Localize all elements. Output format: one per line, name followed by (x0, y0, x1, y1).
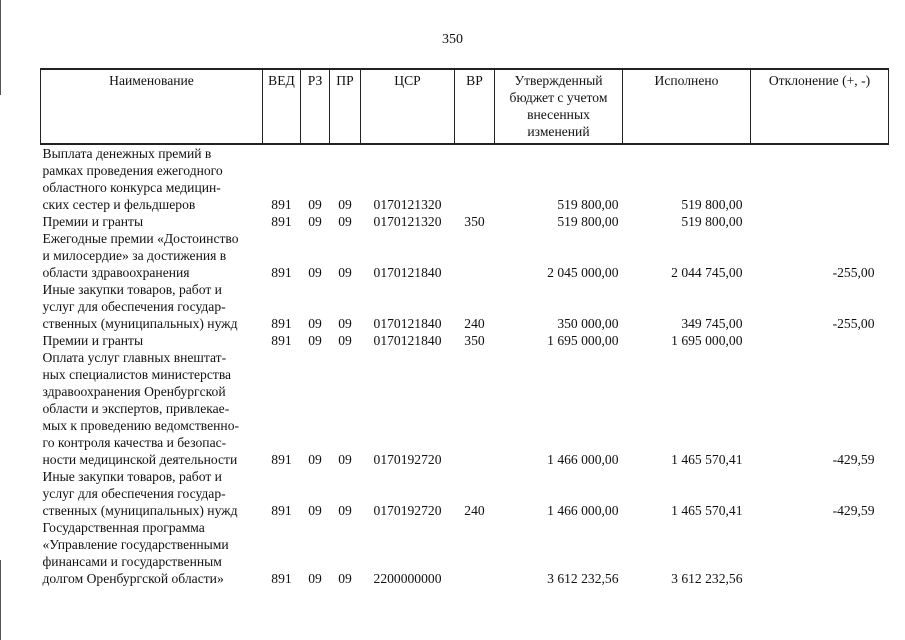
cell-rz: 09 (308, 316, 322, 331)
table-row (41, 281, 889, 332)
row-name-line: финансами и государственным (42, 554, 222, 569)
cell-executed: 1 465 570,41 (671, 503, 743, 518)
cell-executed: 519 800,00 (681, 214, 743, 229)
cell-rz: 09 (308, 333, 322, 348)
header-csr: ЦСР (361, 69, 455, 144)
cell-deviation: -255,00 (832, 316, 875, 331)
row-name (41, 332, 263, 349)
cell-pr: 09 (338, 503, 352, 518)
row-name-line: ственных (муниципальных) нужд (42, 503, 238, 518)
row-name-line: области здравоохранения (42, 265, 190, 280)
cell-ved: 891 (271, 452, 292, 467)
cell-executed: 349 745,00 (681, 316, 743, 331)
row-name (41, 144, 263, 213)
row-name-line: рамках проведения ежегодного (42, 163, 223, 178)
cell-csr: 0170192720 (373, 452, 442, 467)
table-row (41, 332, 889, 349)
row-name-line: «Управление государственными (42, 537, 229, 552)
cell-ved: 891 (271, 214, 292, 229)
page-number: 350 (442, 32, 463, 47)
cell-executed: 1 695 000,00 (671, 333, 743, 348)
row-name-line: ственных (муниципальных) нужд (42, 316, 238, 331)
header-budget: Утвержденный бюджет с учетом внесенных изменений (495, 69, 623, 144)
row-name (41, 281, 263, 332)
cell-ved: 891 (271, 265, 292, 280)
cell-executed: 519 800,00 (681, 197, 743, 212)
row-name-line: ности медицинской деятельности (42, 452, 238, 467)
cell-executed: 2 044 745,00 (671, 265, 743, 280)
cell-deviation (751, 332, 889, 349)
row-name-line: ских сестер и фельдшеров (42, 197, 196, 212)
row-name-line: услуг для обеспечения государ- (42, 299, 226, 314)
cell-budget: 2 045 000,00 (547, 265, 619, 280)
cell-pr: 09 (338, 265, 352, 280)
cell-vr (455, 144, 495, 213)
row-name-line: Выплата денежных премий в (42, 146, 212, 161)
table-row (41, 230, 889, 281)
budget-table-container (40, 68, 888, 587)
cell-budget: 1 466 000,00 (547, 452, 619, 467)
cell-budget: 519 800,00 (557, 214, 619, 229)
cell-pr: 09 (338, 571, 352, 586)
cell-executed: 3 612 232,56 (671, 571, 743, 586)
row-name-line: го контроля качества и безопас- (42, 435, 227, 450)
cell-vr (455, 519, 495, 587)
cell-vr: 240 (464, 503, 485, 518)
row-name-line: долгом Оренбургской области» (42, 571, 224, 586)
cell-vr (455, 349, 495, 468)
cell-ved: 891 (271, 571, 292, 586)
budget-table (40, 68, 889, 587)
cell-ved: 891 (271, 197, 292, 212)
row-name (41, 349, 263, 468)
cell-csr: 0170121840 (373, 333, 442, 348)
row-name-line: и милосердие» за достижения в (42, 248, 227, 263)
header-executed: Исполнено (623, 69, 751, 144)
cell-pr: 09 (338, 316, 352, 331)
row-name-line: Государственная программа (42, 520, 205, 535)
row-name-line: области и экспертов, привлекае- (42, 401, 230, 416)
cell-pr: 09 (338, 197, 352, 212)
header-deviation: Отклонение (+, -) (751, 69, 889, 144)
table-row (41, 213, 889, 230)
cell-deviation: -255,00 (832, 265, 875, 280)
cell-budget: 1 466 000,00 (547, 503, 619, 518)
cell-budget: 350 000,00 (557, 316, 619, 331)
row-name-line: услуг для обеспечения государ- (42, 486, 226, 501)
row-name-line: здравоохранения Оренбургской (42, 384, 226, 399)
cell-budget: 3 612 232,56 (547, 571, 619, 586)
row-name-line: Иные закупки товаров, работ и (42, 469, 222, 484)
cell-csr: 0170121840 (373, 316, 442, 331)
cell-pr: 09 (338, 214, 352, 229)
cell-executed: 1 465 570,41 (671, 452, 743, 467)
row-name (41, 213, 263, 230)
row-name-line: Премии и гранты (42, 214, 144, 229)
cell-deviation: -429,59 (832, 503, 875, 518)
cell-csr: 0170121320 (373, 197, 442, 212)
cell-csr: 0170192720 (373, 503, 442, 518)
cell-vr: 350 (464, 214, 485, 229)
header-pr: ПР (330, 69, 361, 144)
row-name-line: областного конкурса медицин- (42, 180, 221, 195)
cell-vr: 240 (464, 316, 485, 331)
table-body (41, 144, 889, 587)
cell-pr: 09 (338, 452, 352, 467)
cell-deviation (751, 213, 889, 230)
header-vr: ВР (455, 69, 495, 144)
row-name-line: Иные закупки товаров, работ и (42, 282, 222, 297)
left-edge-mark (0, 560, 1, 640)
cell-rz: 09 (308, 571, 322, 586)
cell-pr: 09 (338, 333, 352, 348)
table-row (41, 144, 889, 213)
cell-rz: 09 (308, 214, 322, 229)
cell-csr: 0170121840 (373, 265, 442, 280)
cell-rz: 09 (308, 503, 322, 518)
cell-deviation (751, 519, 889, 587)
cell-deviation (751, 144, 889, 213)
row-name-line: Ежегодные премии «Достоинство (42, 231, 239, 246)
cell-csr: 2200000000 (373, 571, 442, 586)
header-rz: РЗ (301, 69, 330, 144)
cell-deviation: -429,59 (832, 452, 875, 467)
row-name-line: ных специалистов министерства (42, 367, 232, 382)
table-header (41, 69, 889, 144)
cell-rz: 09 (308, 265, 322, 280)
row-name (41, 230, 263, 281)
cell-ved: 891 (271, 333, 292, 348)
cell-budget: 1 695 000,00 (547, 333, 619, 348)
row-name (41, 519, 263, 587)
header-ved: ВЕД (263, 69, 301, 144)
cell-ved: 891 (271, 316, 292, 331)
cell-rz: 09 (308, 197, 322, 212)
table-row (41, 349, 889, 468)
row-name-line: Премии и гранты (42, 333, 144, 348)
cell-budget: 519 800,00 (557, 197, 619, 212)
table-row (41, 468, 889, 519)
row-name (41, 468, 263, 519)
cell-vr (455, 230, 495, 281)
cell-ved: 891 (271, 503, 292, 518)
cell-vr: 350 (464, 333, 485, 348)
header-name: Наименование (41, 69, 263, 144)
row-name-line: мых к проведению ведомственно- (42, 418, 240, 433)
cell-csr: 0170121320 (373, 214, 442, 229)
row-name-line: Оплата услуг главных внештат- (42, 350, 227, 365)
cell-rz: 09 (308, 452, 322, 467)
table-row (41, 519, 889, 587)
